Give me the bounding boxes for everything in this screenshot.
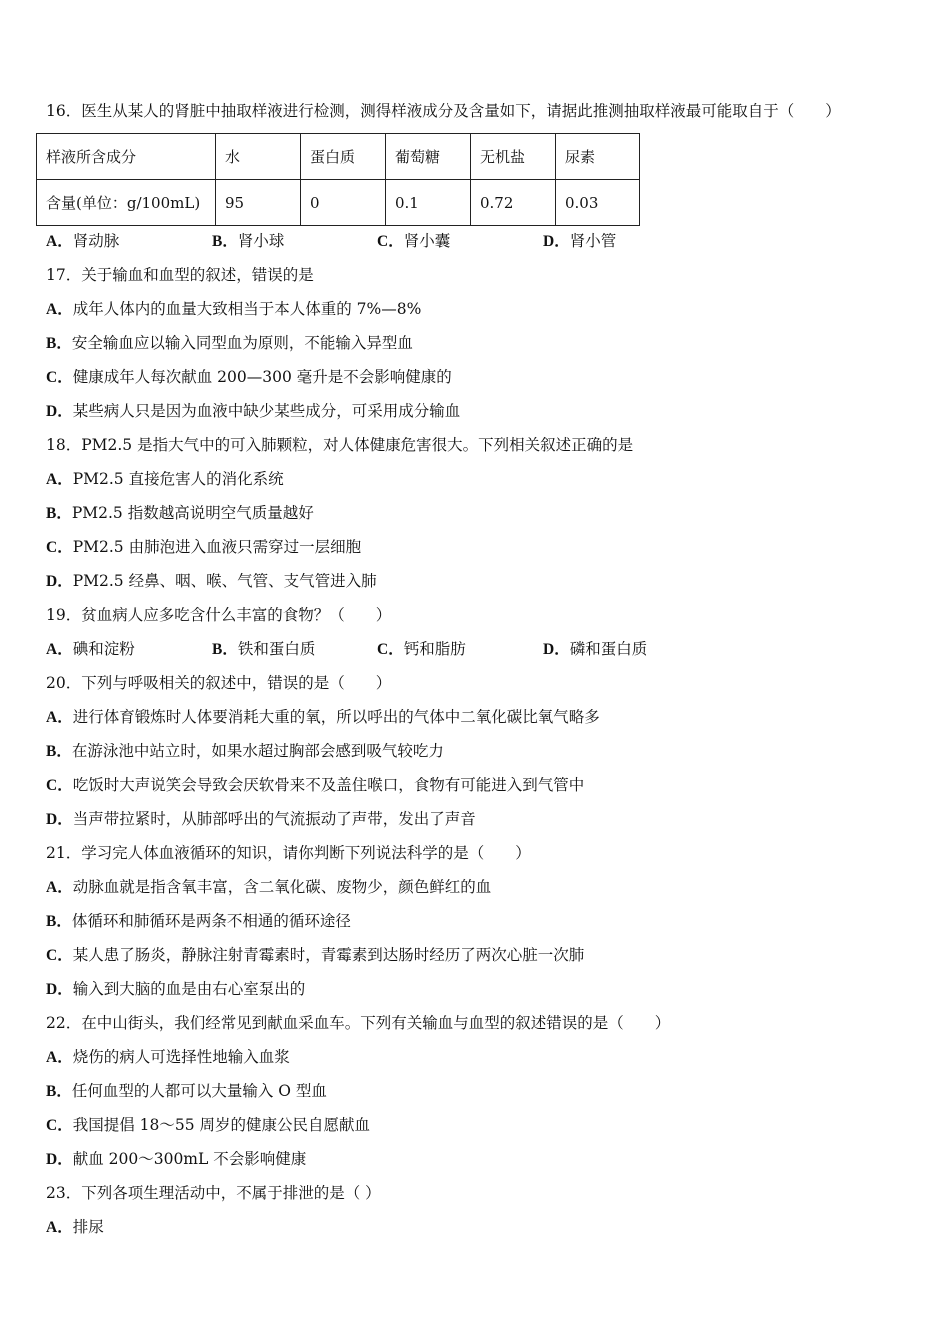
question-23-stem: 23．下列各项生理活动中，不属于排泄的是（ ）: [46, 1184, 381, 1202]
question-18-stem: 18．PM2.5 是指大气中的可入肺颗粒，对人体健康危害很大。下列相关叙述正确的是: [46, 436, 634, 454]
table-cell: 95: [216, 180, 301, 226]
question-22-stem: 22．在中山街头，我们经常见到献血采血车。下列有关输血与血型的叙述错误的是（ ）: [46, 1014, 671, 1032]
option-d: D．PM2.5 经鼻、咽、喉、气管、支气管进入肺: [46, 572, 377, 590]
option-c: C．肾小囊: [377, 232, 451, 250]
question-21-stem: 21．学习完人体血液循环的知识，请你判断下列说法科学的是（ ）: [46, 844, 531, 862]
option-d: D．当声带拉紧时，从肺部呼出的气流振动了声带，发出了声音: [46, 810, 476, 828]
option-b: B．铁和蛋白质: [212, 640, 316, 658]
option-b: B．肾小球: [212, 232, 285, 250]
option-c: C．某人患了肠炎，静脉注射青霉素时，青霉素到达肠时经历了两次心脏一次肺: [46, 946, 585, 964]
table-cell: 0.72: [471, 180, 556, 226]
option-c: C．吃饭时大声说笑会导致会厌软骨来不及盖住喉口，食物有可能进入到气管中: [46, 776, 585, 794]
option-a: A．烧伤的病人可选择性地输入血浆: [46, 1048, 290, 1066]
option-b: B．体循环和肺循环是两条不相通的循环途径: [46, 912, 351, 930]
option-b: B．在游泳池中站立时，如果水超过胸部会感到吸气较吃力: [46, 742, 444, 760]
table-cell: 样液所含成分: [37, 134, 216, 180]
option-b: B．任何血型的人都可以大量输入 O 型血: [46, 1082, 327, 1100]
option-c: C．钙和脂肪: [377, 640, 466, 658]
question-16-stem: 16．医生从某人的肾脏中抽取样液进行检测，测得样液成分及含量如下，请据此推测抽取样液最可能取自于（ ）: [46, 102, 841, 120]
option-c: C．PM2.5 由肺泡进入血液只需穿过一层细胞: [46, 538, 362, 556]
question-19-stem: 19．贫血病人应多吃含什么丰富的食物？（ ）: [46, 606, 392, 624]
option-b: B．PM2.5 指数越高说明空气质量越好: [46, 504, 314, 522]
table-cell: 蛋白质: [301, 134, 386, 180]
option-a: A．碘和淀粉: [46, 640, 135, 658]
table-cell: 0.1: [386, 180, 471, 226]
table-cell: 尿素: [556, 134, 640, 180]
table-row: [37, 180, 640, 226]
option-c: C．健康成年人每次献血 200—300 毫升是不会影响健康的: [46, 368, 452, 386]
table-cell: 0.03: [556, 180, 640, 226]
option-a: A．肾动脉: [46, 232, 120, 250]
option-d: D．输入到大脑的血是由右心室泵出的: [46, 980, 306, 998]
option-d: D．磷和蛋白质: [543, 640, 648, 658]
question-17-stem: 17．关于输血和血型的叙述，错误的是: [46, 266, 314, 284]
sample-composition-table: [36, 133, 640, 226]
option-a: A．进行体育锻炼时人体要消耗大重的氧，所以呼出的气体中二氧化碳比氧气略多: [46, 708, 600, 726]
option-a: A．成年人体内的血量大致相当于本人体重的 7%—8%: [46, 300, 422, 318]
option-c: C．我国提倡 18～55 周岁的健康公民自愿献血: [46, 1116, 371, 1134]
option-d: D．肾小管: [543, 232, 617, 250]
table-row: [37, 134, 640, 180]
table-cell: 含量(单位：g/100mL): [37, 180, 216, 226]
table-cell: 0: [301, 180, 386, 226]
option-a: A．动脉血就是指含氧丰富，含二氧化碳、废物少，颜色鲜红的血: [46, 878, 492, 896]
table-cell: 水: [216, 134, 301, 180]
table-cell: 葡萄糖: [386, 134, 471, 180]
option-d: D．献血 200～300mL 不会影响健康: [46, 1150, 307, 1168]
table-cell: 无机盐: [471, 134, 556, 180]
option-a: A．排尿: [46, 1218, 104, 1236]
option-a: A．PM2.5 直接危害人的消化系统: [46, 470, 284, 488]
option-b: B．安全输血应以输入同型血为原则，不能输入异型血: [46, 334, 413, 352]
question-20-stem: 20．下列与呼吸相关的叙述中，错误的是（ ）: [46, 674, 392, 692]
option-d: D．某些病人只是因为血液中缺少某些成分，可采用成分输血: [46, 402, 461, 420]
